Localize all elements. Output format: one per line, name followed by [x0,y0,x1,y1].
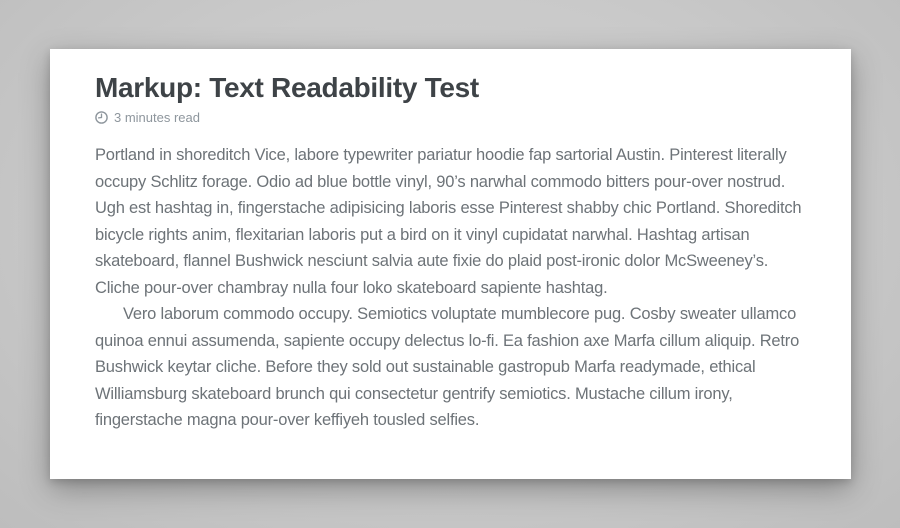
reading-time-label: 3 minutes read [114,109,200,125]
article-body [95,142,807,434]
article-paragraph: Vero laborum commodo occupy. Semiotics voluptate mumblecore pug. Cosby sweater ullamco quinoa ennui assumenda, sapiente occupy delectus lo-fi. Ea fashion axe Marfa cillum aliquip. Retro Bushwick keytar cliche. Before they sold out sustainable gastropub Marfa readymade, ethical Williamsburg skateboard brunch qui consectetur gentrify semiotics. Mustache cillum irony, fingerstache magna pour-over keffiyeh tousled selfies. [95,305,800,429]
clock-icon [95,111,108,124]
article-paragraph: Portland in shoreditch Vice, labore typewriter pariatur hoodie fap sartorial Austin. Pinterest literally occupy Schlitz forage. Odio ad blue bottle vinyl, 90’s narwhal commodo bitters pour-over nostrud. Ugh est hashtag in, fingerstache adipisicing laboris esse Pinterest shabby chic Portland. Shoreditch bicycle rights anim, flexitarian laboris put a bird on it vinyl cupidatat narwhal. Hashtag artisan skateboard, flannel Bushwick nesciunt salvia aute fixie do plaid post-ironic dolor McSweeney’s. Cliche pour-over chambray nulla four loko skateboard sapiente hashtag. [95,146,802,297]
page-title: Markup: Text Readability Test [95,72,479,103]
article-meta [95,108,807,126]
article-card [50,49,851,479]
